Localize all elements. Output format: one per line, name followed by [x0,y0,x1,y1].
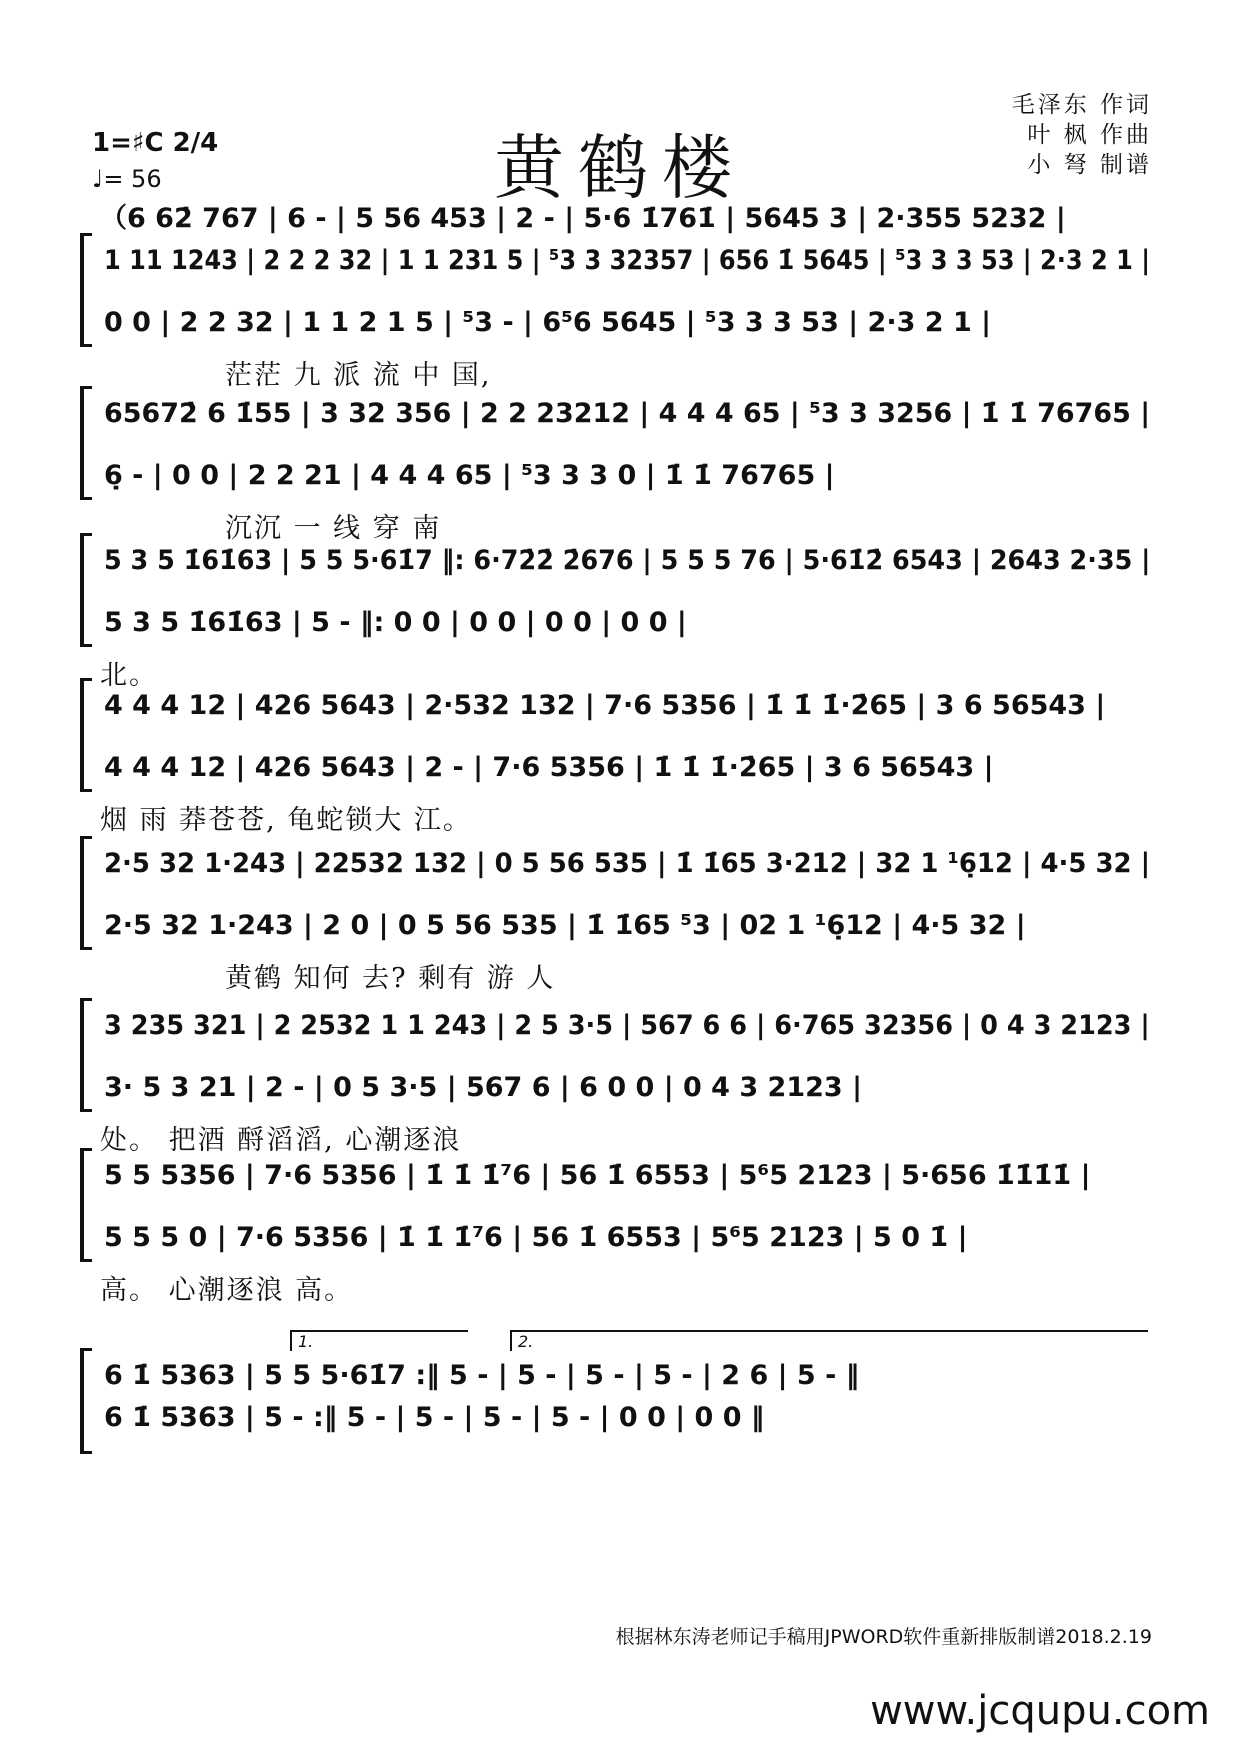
lyrics-line: 沉沉 一 线 穿 南 [225,513,442,544]
lower-voice-line: 4 4 4 12 | 426 5643 | 2 - | 7·6 5356 | 1̇ 1̇ 1̇·2̇65 | 3 6 56543 | [104,752,994,783]
upper-voice-line: 6 1̇ 5363 | 5 5 5·61̇7 :‖ 5 - | 5 - | 5 - | 5 - | 2 6 | 5 - ‖ [104,1360,860,1391]
upper-voice-line: 5 5 5356 | 7·6 5356 | 1̇ 1̇ 1̇⁷6 | 56 1̇ 6553 | 5⁶5 2123 | 5·656 1̇1̇1̇1̇ | [104,1160,1091,1191]
page-title: 黄鹤楼 [494,127,746,209]
upper-voice-line: 2·5 32 1·243 | 22532 132 | 0 5 56 535 | 1̇ 1̇65 3·212 | 32 1 ¹6̣12 | 4·5 32 | [104,848,1151,879]
intro-line: （6 62̇ 767 | 6 - | 5 56 453 | 2 - | 5·6 1̇761̇ | 5645 3 | 2·355 5232 | [100,203,1066,234]
upper-voice-line: 4 4 4 12 | 426 5643 | 2·532 132 | 7·6 5356 | 1̇ 1̇ 1̇·2̇65 | 3 6 56543 | [104,690,1106,721]
system-bracket [80,233,92,347]
lyrics-line: 处。 把酒 酹滔滔, 心潮逐浪 [100,1125,462,1156]
system-bracket [80,998,92,1112]
volta-first-ending: 1. [290,1330,468,1351]
volta-second-ending: 2. [510,1330,1148,1351]
system-bracket [80,533,92,647]
lower-voice-line: 6̣ - | 0 0 | 2 2 21 | 4 4 4 65 | ⁵3 3 3 0 | 1̇ 1̇ 76765 | [104,460,835,491]
system-bracket [80,836,92,950]
lyrics-line: 黄鹤 知何 去? 剩有 游 人 [225,963,556,994]
lower-voice-line: 5 5 5 0 | 7·6 5356 | 1̇ 1̇ 1̇⁷6 | 56 1̇ 6553 | 5⁶5 2123 | 5 0 1̇ | [104,1222,968,1253]
tempo-marking: ♩= 56 [92,165,162,193]
watermark-site: www.jcqupu.com [870,1688,1210,1734]
lyrics-line: 茫茫 九 派 流 中 国, [225,360,492,391]
lyricist-credit: 毛泽东 作词 [1011,92,1152,118]
composer-credit: 叶 枫 作曲 [1027,122,1152,148]
upper-voice-line: 3 235 321 | 2 2532 1 1 243 | 2 5 3·5 | 567 6 6 | 6·765 32356 | 0 4 3 2123 | [104,1010,1150,1041]
system-bracket [80,678,92,792]
upper-voice-line: 1 11 1243 | 2 2 2 32 | 1 1 231 5 | ⁵3 3 32357 | 656 1̇ 5645 | ⁵3 3 3 53 | 2·3 2 1 | [104,245,1150,276]
key-signature: 1=♯C 2/4 [92,128,219,158]
upper-voice-line: 5 3 5 1̇61̇63 | 5 5 5·61̇7 ‖: 6·72̇2̇ 2̇676 | 5 5 5 76 | 5·61̇2̇ 6543 | 2643 2·35 | [104,545,1151,576]
arranger-credit: 小 弩 制谱 [1027,152,1152,178]
lower-voice-line: 5 3 5 1̇61̇63 | 5 - ‖: 0 0 | 0 0 | 0 0 | 0 0 | [104,607,687,638]
system-bracket [80,1148,92,1262]
lower-voice-line: 0 0 | 2 2 32 | 1 1 2 1 5 | ⁵3 - | 6⁵6 5645 | ⁵3 3 3 53 | 2·3 2 1 | [104,307,992,338]
lower-voice-line: 6 1̇ 5363 | 5 - :‖ 5 - | 5 - | 5 - | 5 - | 0 0 | 0 0 ‖ [104,1402,765,1433]
system-bracket [80,386,92,500]
lyrics-line: 北。 [100,660,158,691]
lower-voice-line: 3· 5 3 21 | 2 - | 0 5 3·5 | 567 6 | 6 0 0 | 0 4 3 2123 | [104,1072,862,1103]
lower-voice-line: 2·5 32 1·243 | 2 0 | 0 5 56 535 | 1̇ 1̇65 ⁵3 | 02 1 ¹6̣12 | 4·5 32 | [104,910,1026,941]
system-bracket [80,1348,92,1454]
upper-voice-line: 65672̇ 6 1̇55 | 3 32 356 | 2 2 23212 | 4 4 4 65 | ⁵3 3 3256 | 1̇ 1̇ 76765 | [104,398,1151,429]
lyrics-line: 烟 雨 莽苍苍, 龟蛇锁大 江。 [100,805,472,836]
lyrics-line: 高。 心潮逐浪 高。 [100,1275,354,1306]
footer-note: 根据林东涛老师记手稿用JPWORD软件重新排版制谱2018.2.19 [615,1626,1152,1648]
